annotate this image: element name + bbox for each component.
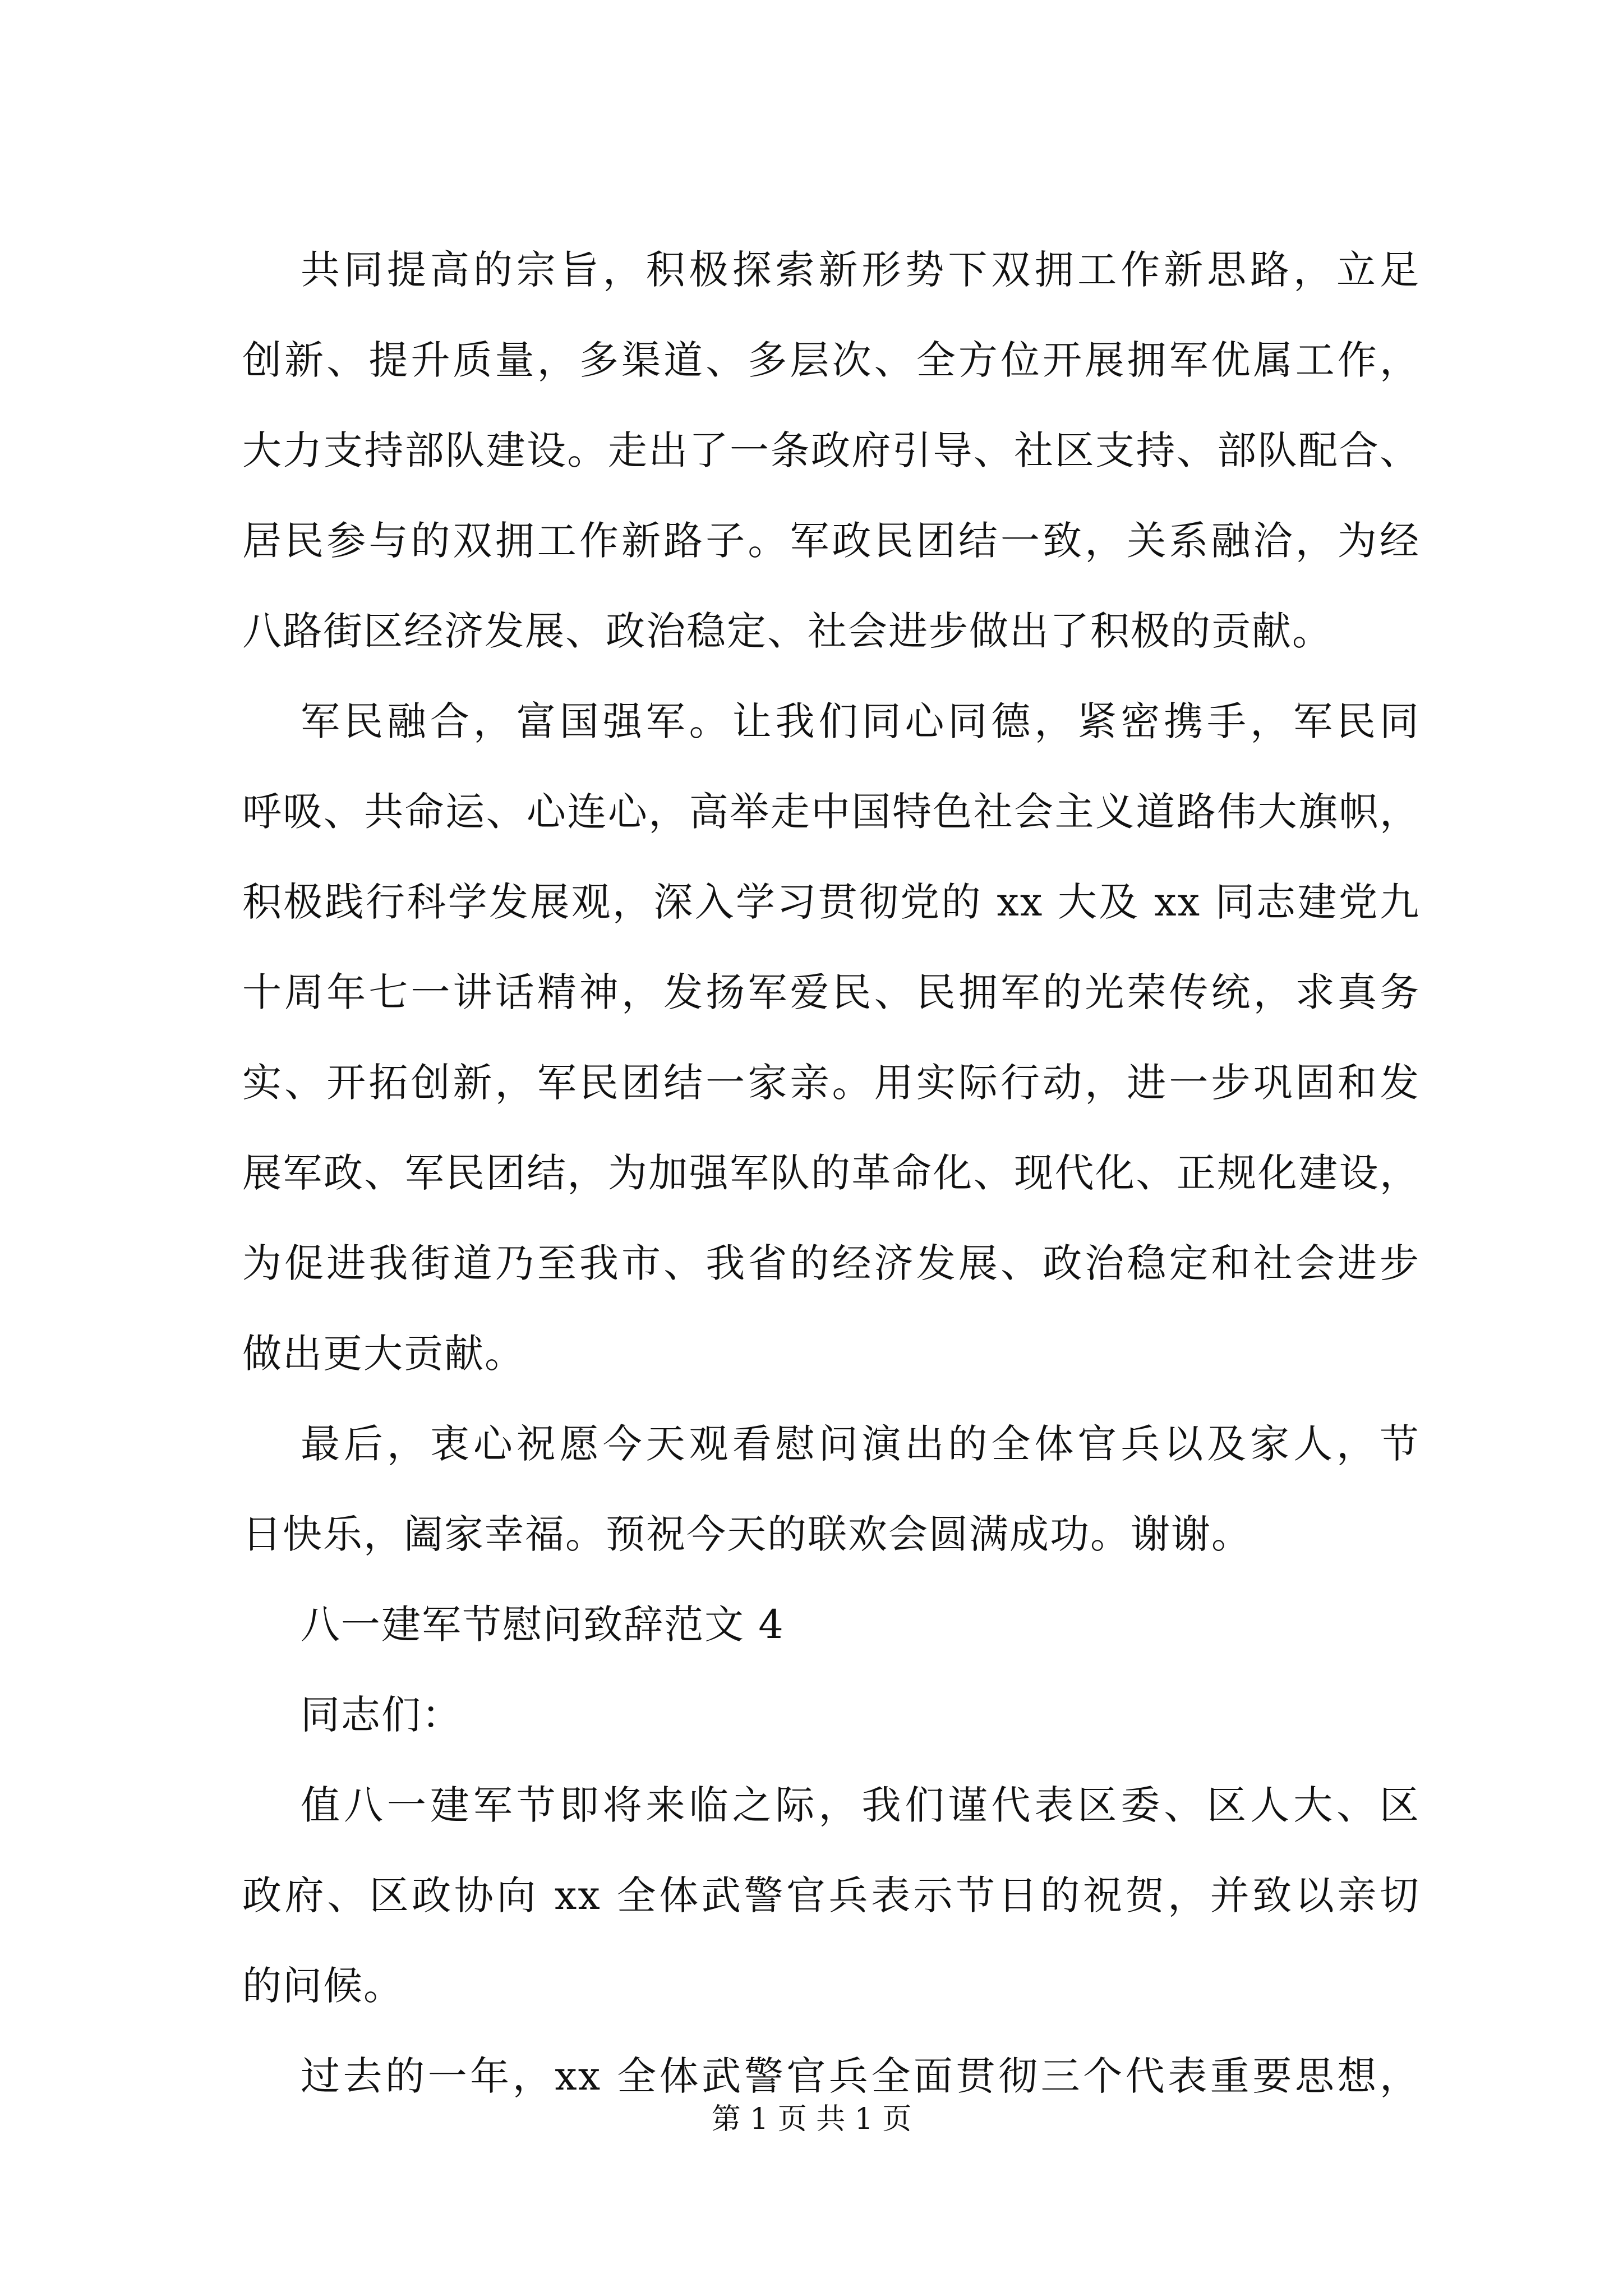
salutation: 同志们： [301,1692,462,1738]
document-body [242,247,1420,2147]
text-line: 共同提高的宗旨，积极探索新形势下双拥工作新思路，立足 [301,247,1420,293]
text-line: 军民融合，富国强军。让我们同心同德，紧密携手，军民同 [301,698,1420,744]
text-line: 十周年七一讲话精神，发扬军爱民、民拥军的光荣传统，求真务 [242,969,1420,1015]
text-line: 做出更大贡献。 [242,1331,525,1377]
text-line: 积极践行科学发展观，深入学习贯彻党的 xx 大及 xx 同志建党九 [242,879,1420,925]
text-line: 创新、提升质量，多渠道、多层次、全方位开展拥军优属工作， [242,337,1420,383]
text-line: 政府、区政协向 xx 全体武警官兵表示节日的祝贺，并致以亲切 [242,1872,1420,1918]
text-line: 值八一建军节即将来临之际，我们谨代表区委、区人大、区 [301,1782,1420,1828]
text-line: 八路街区经济发展、政治稳定、社会进步做出了积极的贡献。 [242,608,1332,654]
text-line: 的问候。 [242,1963,404,2009]
text-line: 为促进我街道乃至我市、我省的经济发展、政治稳定和社会进步 [242,1240,1420,1286]
text-line: 过去的一年，xx 全体武警官兵全面贯彻三个代表重要思想， [301,2053,1420,2099]
text-line: 实、开拓创新，军民团结一家亲。用实际行动，进一步巩固和发 [242,1060,1420,1106]
text-line: 呼吸、共命运、心连心，高举走中国特色社会主义道路伟大旗帜， [242,789,1420,835]
text-line: 最后，衷心祝愿今天观看慰问演出的全体官兵以及家人，节 [301,1421,1420,1467]
section-heading: 八一建军节慰问致辞范文 4 [301,1602,785,1648]
text-line: 展军政、军民团结，为加强军队的革命化、现代化、正规化建设， [242,1150,1420,1196]
text-line: 日快乐，阖家幸福。预祝今天的联欢会圆满成功。谢谢。 [242,1511,1252,1557]
text-line: 大力支持部队建设。走出了一条政府引导、社区支持、部队配合、 [242,427,1420,473]
text-line: 居民参与的双拥工作新路子。军政民团结一致，关系融洽，为经 [242,518,1420,564]
page-number-footer: 第 1 页 共 1 页 [711,2102,912,2136]
